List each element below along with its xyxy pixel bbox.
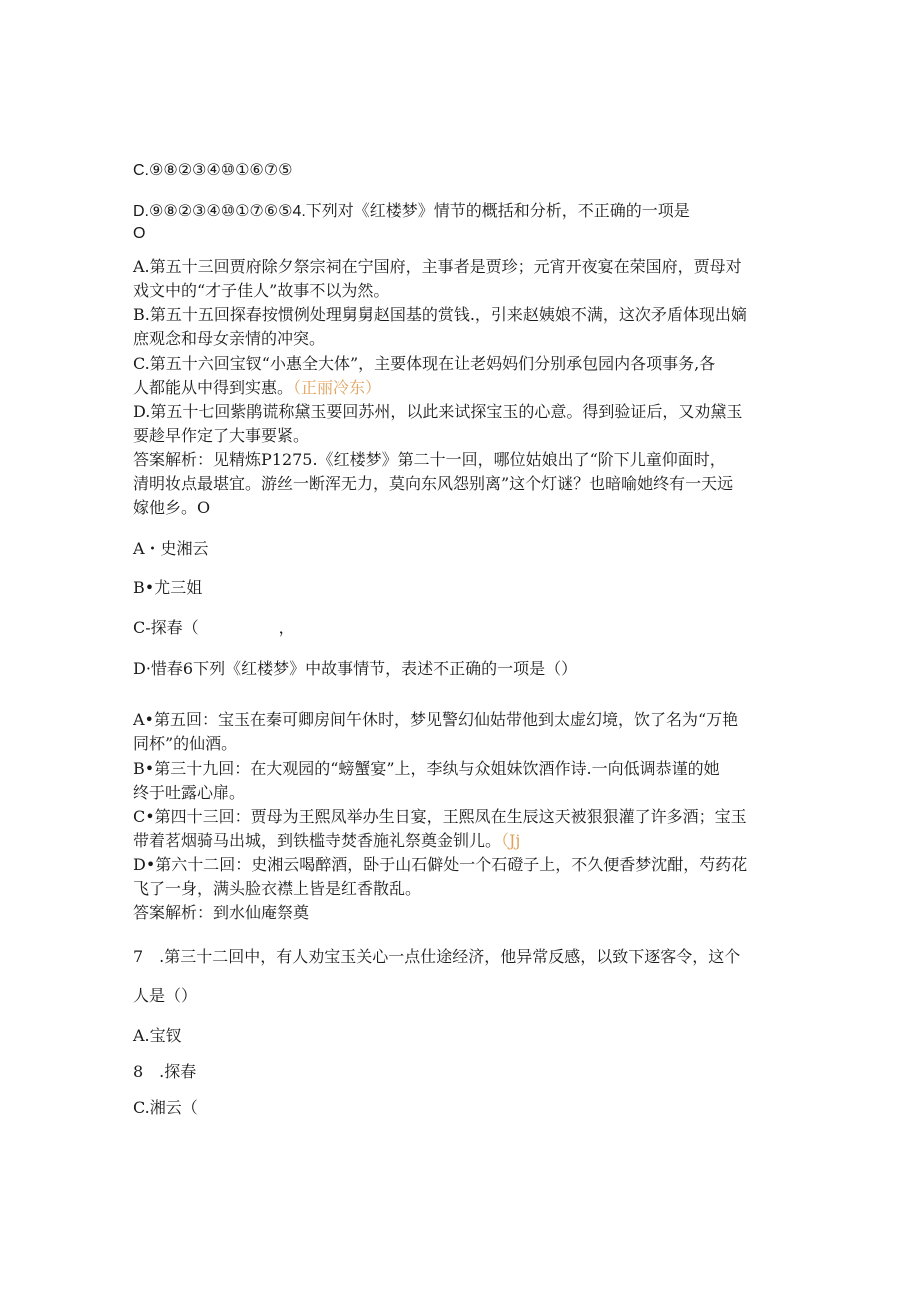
q7-option-c: C.湘云（	[133, 1098, 198, 1117]
question-7-line2: 人是（）	[133, 986, 198, 1005]
q5-option-b: B•尤三姐	[133, 578, 203, 597]
answer-analysis-q6: 答案解析：到水仙庵祭奠	[133, 903, 310, 922]
q5-option-a: A・史湘云	[133, 539, 209, 558]
option-d-question-4: D.⑨⑧②③④⑩①⑦⑥⑤4.下列对《红楼梦》情节的概括和分析，不正确的一项是	[133, 203, 690, 220]
q4-option-c-line2: 人都能从中得到实惠。（正丽冷东）	[133, 378, 382, 397]
q4-option-c-line1: C.第五十六回宝钗“小惠全大体”，主要体现在让老妈妈们分别承包园内各项事务,各	[133, 354, 716, 373]
q5-line3: 嫁他乡。O	[133, 498, 211, 517]
handwritten-note: （正丽冷东）	[293, 378, 382, 397]
q4-option-b-line2: 庶观念和母女亲情的冲突。	[133, 329, 326, 348]
q4-option-a-line2: 戏文中的“才子佳人”故事不以为然。	[133, 281, 390, 300]
q5-option-c: C-探春（ ，	[133, 618, 295, 637]
q5-option-d-question-6: D·惜春6下列《红楼梦》中故事情节，表述不正确的一项是（）	[133, 659, 578, 678]
q4-option-d-line2: 要趁早作定了大事要紧。	[133, 426, 310, 445]
q5-line2: 清明妆点最堪宜。游丝一断浑无力，莫向东风怨别离”这个灯谜？也暗喻她终有一天远	[133, 474, 734, 493]
q6-option-a-line2: 同杯”的仙酒。	[133, 734, 238, 753]
q7-option-a: A.宝钗	[133, 1026, 182, 1045]
q6-option-b-line1: B•第三十九回：在大观园的“螃蟹宴”上，李纨与众姐妹饮酒作诗.一向低调恭谨的她	[133, 759, 720, 778]
q6-option-c-line2: 带着茗烟骑马出城，到铁槛寺焚香施礼祭奠金钏儿。（Jj	[133, 831, 521, 850]
q6-option-d-line2: 飞了一身，满头脸衣襟上皆是红香散乱。	[133, 879, 422, 898]
question-7-line1: 7 .第三十二回中，有人劝宝玉关心一点仕途经济，他异常反感，以致下逐客令，这个	[133, 947, 741, 966]
q7-option-b: 8 .探春	[133, 1062, 197, 1081]
q4-option-d-line1: D.第五十七回紫鹃谎称黛玉要回苏州，以此来试探宝玉的心意。得到验证后，又劝黛玉	[133, 402, 743, 421]
q6-option-d-line1: D•第六十二回：史湘云喝醉酒，卧于山石僻处一个石磴子上，不久便香梦沈酣，芍药花	[133, 855, 748, 874]
q6-option-c-line1: C•第四十三回：贾母为王熙凤举办生日宴，王熙凤在生辰这天被狠狠灌了许多酒；宝玉	[133, 807, 747, 826]
q4-option-a-line1: A.第五十三回贾府除夕祭宗祠在宁国府，主事者是贾珍；元宵开夜宴在荣国府，贾母对	[133, 257, 742, 276]
option-c-sequence: C.⑨⑧②③④⑩①⑥⑦⑤	[133, 162, 293, 179]
answer-analysis-q5-line1: 答案解析：见精炼P1275.《红楼梦》第二十一回，哪位姑娘出了“阶下儿童仰面时，	[133, 450, 726, 469]
question-4-blank: O	[133, 225, 146, 242]
q4-option-b-line1: B.第五十五回探春按惯例处理舅舅赵国基的赏钱.，引来赵姨娘不满，这次矛盾体现出嫡	[133, 305, 747, 324]
handwritten-note: （Jj	[501, 831, 521, 850]
q6-option-b-line2: 终于吐露心扉。	[133, 783, 246, 802]
q6-option-a-line1: A•第五回：宝玉在秦可卿房间午休时，梦见警幻仙姑带他到太虚幻境，饮了名为“万艳	[133, 710, 739, 729]
